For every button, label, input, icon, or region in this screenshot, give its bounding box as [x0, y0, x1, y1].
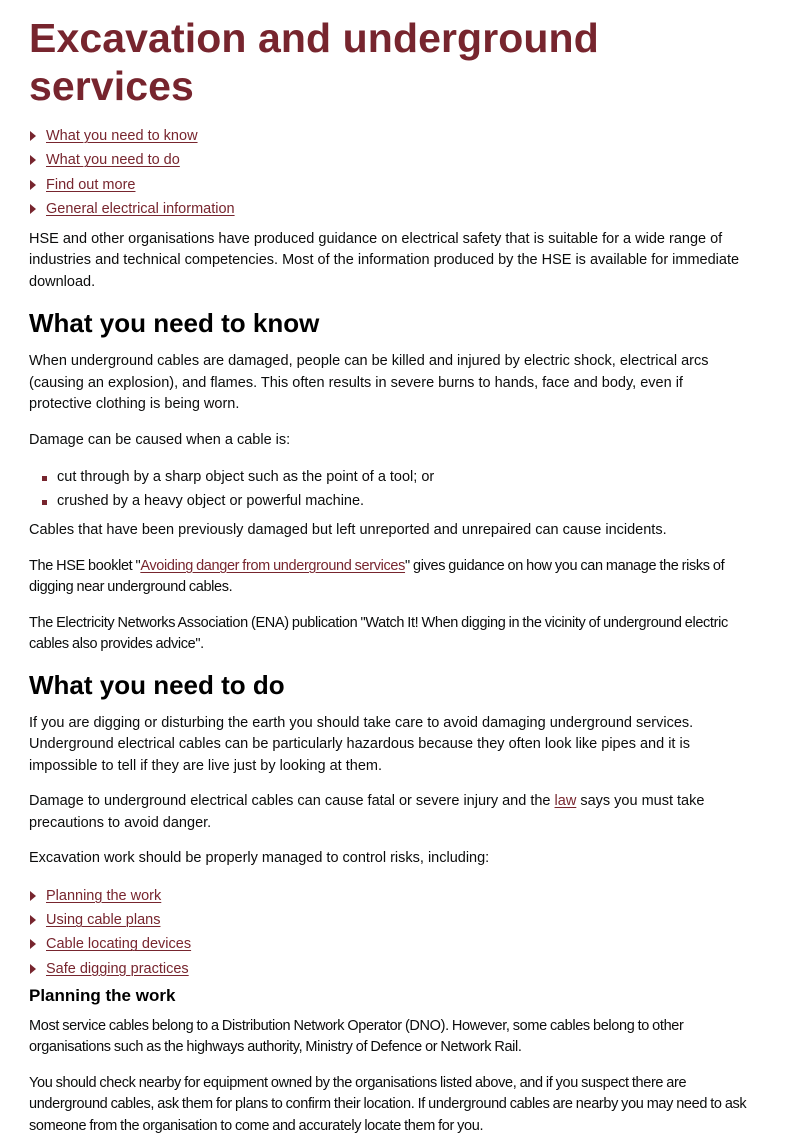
text-span: The HSE booklet ": [29, 557, 141, 574]
damage-causes-list: [29, 467, 749, 511]
table-of-contents: [29, 126, 749, 219]
text-span: " gives guidance on how you can manage the risks of digging near underground cables.: [29, 557, 725, 596]
list-item-text: cut through by a sharp object such as the point of a tool; or: [57, 469, 435, 486]
toc-link-general-electrical-information[interactable]: General electrical information: [46, 200, 235, 217]
excavation-topics-list: [29, 886, 749, 979]
page-title: Excavation and underground services: [29, 15, 599, 109]
link-using-cable-plans[interactable]: Using cable plans: [46, 912, 161, 929]
know-paragraph-5: The Electricity Networks Association (ENA) publication "Watch It! When digging in the vicinity of underground electric cables also provides advice".: [29, 614, 728, 653]
know-paragraph-4: [29, 556, 749, 599]
topic-item-cable-plans: [29, 910, 749, 930]
square-bullet-icon: [42, 500, 47, 505]
toc-item-find-out-more: [29, 175, 749, 195]
link-safe-digging-practices[interactable]: Safe digging practices: [46, 960, 189, 977]
arrow-right-icon: [30, 204, 36, 214]
list-item-text: crushed by a heavy object or powerful machine.: [57, 493, 365, 510]
toc-link-find-out-more[interactable]: Find out more: [46, 176, 136, 193]
do-paragraph-2: [29, 791, 749, 834]
topic-item-planning: [29, 886, 749, 906]
arrow-right-icon: [30, 180, 36, 190]
topic-item-safe-digging: [29, 959, 749, 979]
square-bullet-icon: [42, 476, 47, 481]
text-span: says you must take precautions to avoid danger.: [29, 793, 705, 831]
toc-link-what-you-need-to-know[interactable]: What you need to know: [46, 128, 198, 144]
know-paragraph-3: Cables that have been previously damaged but left unreported and unrepaired can cause incidents.: [29, 522, 667, 539]
arrow-right-icon: [30, 964, 36, 974]
link-avoiding-danger-booklet[interactable]: Avoiding danger from underground services: [140, 557, 406, 574]
planning-paragraph-1: Most service cables belong to a Distribution Network Operator (DNO). However, some cables belong to other organisations such as the highways authority, Ministry of Defence or Network Rail.: [29, 1017, 684, 1056]
do-paragraph-1: If you are digging or disturbing the earth you should take care to avoid damaging underground services. Underground electrical cables can be particularly hazardous because they often look like pipes and it is impossible to tell if they are live just by looking at them.: [29, 714, 694, 774]
section-heading-do: What you need to do: [29, 669, 285, 700]
link-law[interactable]: law: [554, 793, 577, 810]
arrow-right-icon: [30, 915, 36, 925]
link-cable-locating-devices[interactable]: Cable locating devices: [46, 936, 192, 953]
list-item: [29, 467, 749, 487]
toc-item-know: [29, 126, 749, 146]
know-paragraph-1: When underground cables are damaged, people can be killed and injured by electric shock, electrical arcs (causing an explosion), and flames. This often results in severe burns to hands, face and body, even if protective clothing is being worn.: [29, 353, 709, 413]
list-item: [29, 491, 749, 511]
arrow-right-icon: [30, 891, 36, 901]
toc-item-general-electrical: [29, 199, 749, 219]
link-planning-the-work[interactable]: Planning the work: [46, 887, 162, 904]
know-paragraph-2: Damage can be caused when a cable is:: [29, 431, 291, 448]
topic-item-locating-devices: [29, 934, 749, 954]
toc-link-what-you-need-to-do[interactable]: What you need to do: [46, 152, 180, 169]
arrow-right-icon: [30, 939, 36, 949]
do-paragraph-3: Excavation work should be properly managed to control risks, including:: [29, 850, 490, 867]
toc-item-do: [29, 150, 749, 170]
text-span: Damage to underground electrical cables can cause fatal or severe injury and the: [29, 793, 555, 810]
arrow-right-icon: [30, 155, 36, 165]
section-heading-know: What you need to know: [29, 308, 320, 339]
planning-paragraph-2: You should check nearby for equipment owned by the organisations listed above, and if you suspect there are underground cables, ask them for plans to confirm their location. If underground cables are nearby you may need to ask someone from the organisation to come and accurately locate them for you.: [29, 1074, 747, 1134]
arrow-right-icon: [30, 131, 36, 141]
intro-paragraph: HSE and other organisations have produced guidance on electrical safety that is suitable for a wide range of industries and technical competencies. Most of the information produced by the HSE is available for immediate download.: [29, 230, 740, 290]
sub-heading-planning: Planning the work: [29, 985, 176, 1005]
